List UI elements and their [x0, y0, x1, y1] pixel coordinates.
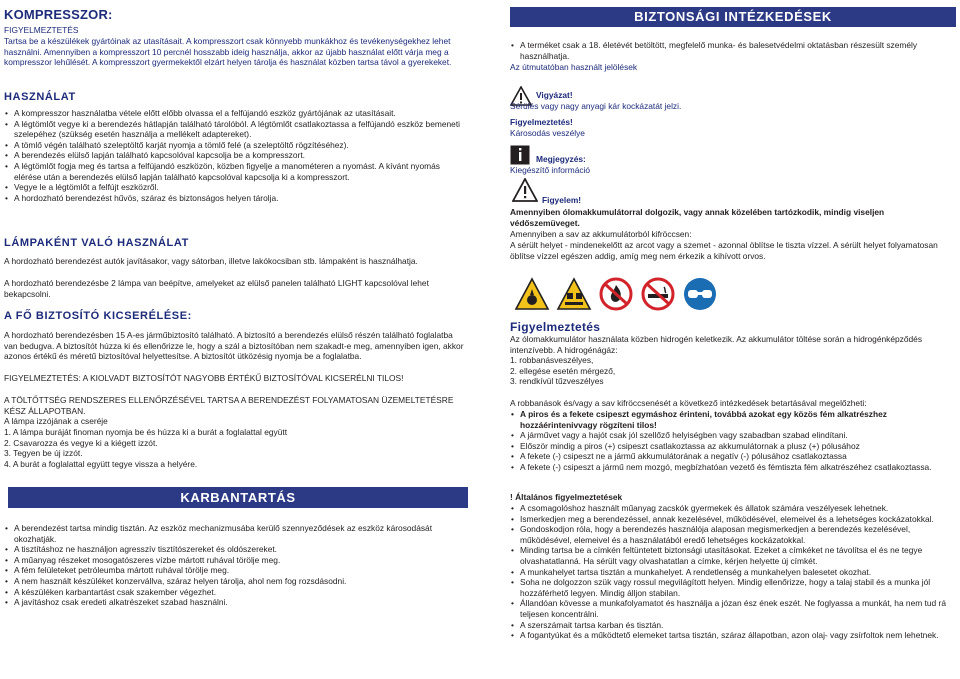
list-item: • A tisztításhoz ne használjon agresszív tisztítószereket és oldószereket. [4, 544, 464, 555]
step-item: 4. A burát a foglalattal együtt tegye vissza a helyére. [4, 458, 198, 469]
lamp-text-1: A hordozható berendezést autók javításakor, vagy sátorban, illetve lakókocsiban stb. lámpaként is használhatja. [4, 256, 418, 266]
safety-title: BIZTONSÁGI INTÉZKEDÉSEK [510, 7, 956, 27]
pictogram-row [514, 277, 718, 311]
list-item: • Ismerkedjen meg a berendezéssel, annak kezelésével, működésével, elemeivel és a lehetséges kockázatokkal. [510, 514, 956, 525]
acid-prevention-list [510, 409, 956, 473]
list-item: • Minding tartsa be a címkén feltüntetett biztonsági utasításokat. Ezeket a címkéket ne távolítsa el és ne tegye olvashatatlanná. Ha sérült vagy olvashatatlan a címke, kérjen helyette új címkét. [510, 545, 956, 566]
fuse-charge-note: A TÖLTŐTTSÉG RENDSZERES ELLENŐRZÉSÉVEL TARTSA A BERENDEZÉST FOLYAMATOSAN ÜZEMELTETÉSRE KÉSZ ÁLLAPOTBAN. [4, 395, 454, 416]
attention-triangle-icon [512, 178, 538, 202]
attention-bold: Amennyiben ólomakkumulátorral dolgozik, vagy annak közelében tartózkodik, mindig viseljen védőszemüveget. [510, 207, 885, 228]
notice-head: Figyelmeztetés! [510, 117, 573, 127]
explosion-warning-icon [514, 277, 550, 311]
info-icon [510, 145, 530, 165]
intro-list [510, 40, 956, 61]
no-smoking-icon [640, 277, 676, 311]
warning2-text: Az ólomakkumulátor használata közben hidrogén keletkezik. Az akkumulátor töltése során a hidrogénképződés intenzívebb. A hidrogénágáz: [510, 334, 923, 355]
list-item: • A piros és a fekete csipeszt egymáshoz érinteni, továbbá azokat egy közös fém alkatrészhez hozzáérintenivvagy rögzíteni tilos! [510, 409, 956, 430]
usage-title: HASZNÁLAT [4, 91, 76, 103]
compressor-title: KOMPRESSZOR: [4, 7, 113, 22]
list-item: • A javításhoz csak eredeti alkatrészeket szabad használni. [4, 597, 464, 608]
notice-text: Károsodás veszélye [510, 128, 585, 138]
list-item: • A fém felületeket petróleumba mártott ruhával törölje meg. [4, 565, 464, 576]
list-item: • A munkahelyet tartsa tisztán a munkahelyet. A rendetlenség a munkahelyen balesetet okozhat. [510, 567, 956, 578]
usage-list [4, 108, 464, 203]
list-item: 1. robbanásveszélyes, [510, 355, 594, 365]
fuse-warning: FIGYELMEZTETÉS: A KIOLVADT BIZTOSÍTÓT NAGYOBB ÉRTÉKŰ BIZTOSÍTÓVAL KICSERÉLNI TILOS! [4, 373, 404, 383]
maintenance-title: KARBANTARTÁS [8, 487, 468, 508]
list-item: • A légtömlőt fogja meg és tartsa a felfújandó eszközön, közben figyelje a manométeren a nyomást. A kívánt nyomás elérése után a berendezés elülső lapján található kapcsolóval kapcsolja ki a kompresszort. [4, 161, 464, 182]
list-item: • A műanyag részeket mosogatószeres vízbe mártott ruhával törölje meg. [4, 555, 464, 566]
bulb-steps [4, 427, 464, 469]
list-item: • A fogantyúkat és a működtető elemeket tartsa tisztán, száraz állapotban, azon olaj- vagy zsírfoltok nem lehetnek. [510, 630, 956, 641]
list-item: • A berendezést tartsa mindig tisztán. Az eszköz mechanizmusába kerülő szennyeződések az eszköz károsodását okozhatják. [4, 523, 464, 544]
list-item: • A kompresszor használatba vétele előtt előbb olvassa el a felfújandó eszköz gyártójának az utasításait. [4, 108, 464, 119]
note-head: Megjegyzés: [536, 154, 586, 164]
list-item: • A fekete (-) csipeszt a jármű nem mozgó, megbízhatóan vezető és fémtiszta fém alkatrészéhez csatlakoztassa. [510, 462, 956, 473]
protective-goggles-icon [682, 277, 718, 311]
list-item: • A járművet vagy a hajót csak jól szellőző helyiségben vagy szabadban szabad elindítani. [510, 430, 956, 441]
symbols-intro: Az útmutatóban használt jelölések [510, 62, 638, 72]
no-fire-icon [598, 277, 634, 311]
warning-head: FIGYELMEZTETÉS [4, 25, 79, 35]
maintenance-list [4, 523, 464, 608]
list-item: • Gondoskodjon róla, hogy a berendezés használója alaposan megismerkedjen a berendezés kezelésével, működésével, elemeivel és a használatából eredő lehetséges kockázatokkal. [510, 524, 956, 545]
corrosive-warning-icon [556, 277, 592, 311]
list-item: • Vegye le a légtömlőt a felfújt eszközről. [4, 182, 464, 193]
fuse-title: A FŐ BIZTOSÍTÓ KICSERÉLÉSE: [4, 310, 192, 322]
list-item: • A hordozható berendezést hűvös, száraz és biztonságos helyen tárolja. [4, 193, 464, 204]
list-item: • A berendezés elülső lapján található kapcsolóval kapcsolja be a kompresszort. [4, 150, 464, 161]
list-item: • A fekete (-) csipeszt ne a jármű akkumulátorának a negatív (-) pólusához csatlakoztassa [510, 451, 956, 462]
bulb-change-title: A lámpa izzójának a cseréje [4, 416, 108, 426]
note-text: Kiegészítő információ [510, 165, 591, 175]
list-item: • A légtömlőt vegye ki a berendezés hátlapján található tárolóból. A légtömlőt csatlakoztassa a felfújandó eszköz bemeneti szelepéhez (szükség esetén használja a mellékelt adaptereket). [4, 119, 464, 140]
list-item: • A terméket csak a 18. életévét betöltött, megfelelő munka- és balesetvédelmi oktatásban részesült személy használhatja. [510, 40, 956, 61]
step-item: 3. Tegyen be új izzót. [4, 448, 83, 459]
list-item: 2. ellegése esetén mérgező, [510, 365, 616, 376]
warning-text: Tartsa be a készülékek gyártóinak az utasításait. A kompresszort csak könnyebb munkákhoz és tevékenységekhez lehet használni. Amennyiben a kompresszort 10 percnél hosszabb ideig használja, akkor az újabb használat előtt várja meg a kompresszor lehűlését. A kompresszort gyermekektől elzárt helyen tárolja és használat közben tartsa távol a gyerekeket. [4, 36, 452, 68]
acid-prevention-intro: A robbanások és/vagy a sav kifröccsenését a következő intézkedések betartásával megelőzheti: [510, 398, 867, 408]
attention-text-1: Amennyiben a sav az akkumulátorból kifröccsen: [510, 229, 692, 239]
warning2-title: Figyelmeztetés [510, 320, 601, 334]
general-warnings-list [510, 503, 956, 641]
caution-text: Sérülés vagy nagy anyagi kár kockázatát jelzi. [510, 101, 682, 111]
fuse-text-1: A hordozható berendezésben 15 A-es járműbiztosító található. A biztosító a berendezés elülső részén található foglalatba van bedugva. A biztosítót húzza ki és ellenőrizze le, hogy a szál a biztosítóban nem szakadt-e meg, amennyiben igen, akkor azonos értékű és méretű biztosítóval helyettesítse. A biztosítót ütközésig nyomja be a foglalatba. [4, 330, 464, 362]
list-item: • Soha ne dolgozzon szük vagy rossul megvilágított helyen. Mindig ellenőrizze, hogy a talaj stabil és a munka jól hozzáférhető legyen. Mindig álljon stabilan. [510, 577, 956, 598]
attention-head: Figyelem! [542, 195, 582, 205]
step-item: 2. Csavarozza és vegye ki a kiégett izzót. [4, 437, 158, 448]
gas-hazard-list [510, 355, 615, 387]
attention-text-2: A sérült helyet - mindenekelőtt az arcot vagy a szemet - azonnal öblítse le tiszta vízzel. A sérült helyet folyamatosan öblítse vízzel egészen addig, amíg meg nem érkezik a kihívott orvos. [510, 240, 938, 261]
list-item: • A készüléken karbantartást csak szakember végezhet. [4, 587, 464, 598]
list-item: • A szerszámait tartsa karban és tisztán. [510, 620, 956, 631]
lamp-title: LÁMPAKÉNT VALÓ HASZNÁLAT [4, 237, 189, 249]
list-item: 3. rendkívül tűzveszélyes [510, 376, 604, 387]
list-item: • Állandóan kövesse a munkafolyamatot és használja a józan ész ének eszét. Ne foglyassa a munkát, ha nem tud rá teljesen koncentrálni. [510, 598, 956, 619]
list-item: • A tömlő végén található szeleptöltő karját nyomja a tömlő felé (a szeleptöltő rögzítéséhez). [4, 140, 464, 151]
step-item: 1. A lámpa buráját finoman nyomja be és húzza ki a burát a foglalattal együtt [4, 427, 288, 437]
lamp-text-2: A hordozható berendezésbe 2 lámpa van beépítve, amelyeket az elülső panelen található LIGHT kapcsolóval lehet bekapcsolni. [4, 278, 429, 299]
list-item: • Először mindig a piros (+) csipeszt csatlakoztassa az akkumulátornak a plusz (+) pólusához [510, 441, 956, 452]
list-item: • A nem használt készüléket konzervállva, száraz helyen tárolja, ahol nem fog rozsdásodni. [4, 576, 464, 587]
general-warnings-title: ! Általános figyelmeztetések [510, 492, 623, 502]
list-item: • A csomagolóshoz használt műanyag zacskók gyermekek és állatok számára veszélyesek lehetnek. [510, 503, 956, 514]
caution-head: Vigyázat! [536, 90, 573, 100]
